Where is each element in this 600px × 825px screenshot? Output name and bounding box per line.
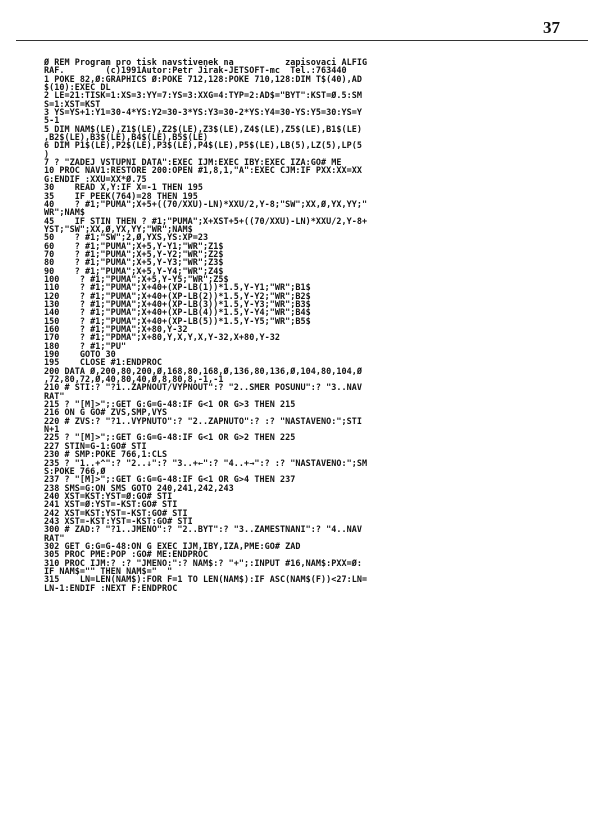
code-line: 5-1 — [44, 115, 60, 126]
code-line: 50 ? #1;"SW";2,Ø,YXS,YS:XP=23 — [44, 232, 209, 243]
code-line: RAT" — [44, 390, 65, 401]
code-line: 230 # SMP:POKE 766,1:CLS — [44, 449, 168, 460]
code-line: 237 ? "[M]>";:GET G:G=G-48:IF G<1 OR G>4 THEN 237 — [44, 474, 296, 485]
code-line: N+1 — [44, 424, 60, 435]
code-line: 315 LN=LEN(NAM$):FOR F=1 TO LEN(NAM$):IF ASC(NAM$(F))<27:LN= — [44, 574, 368, 585]
page-number: 37 — [543, 18, 560, 37]
code-line: IF NAM$="" THEN NAM$=" " — [44, 565, 173, 576]
code-line: 80 ? #1;"PUMA";X+5,Y-Y3;"WR";Z3$ — [44, 257, 224, 268]
code-line: WR";NAM$ — [44, 207, 86, 218]
code-line: 241 XST=Ø:YST=-KST:GO# STI — [44, 499, 178, 510]
code-line: 120 ? #1;"PUMA";X+40+(XP-LB(2))*1.5,Y-Y2;"WR";B2$ — [44, 290, 311, 301]
code-line: S:POKE 766,Ø — [44, 465, 106, 476]
basic-listing — [44, 58, 574, 592]
code-line: 216 ON G GO# ZVS,SMP,VYS — [44, 407, 168, 418]
code-line: 190 GOTO 30 — [44, 349, 116, 360]
code-line: 10 PROC NAV1:RESTORE 200:OPEN #1,8,1,"A":EXEC CJM:IF PXX:XX=XX — [44, 165, 363, 176]
code-line: 30 READ X,Y:IF X=-1 THEN 195 — [44, 182, 204, 193]
code-line: 5 DIM NAM$(LE),Z1$(LE),Z2$(LE),Z3$(LE),Z4$(LE),Z5$(LE),B1$(LE) — [44, 123, 363, 134]
code-line: 100 ? #1;"PUMA";X+5,Y-Y5;"WR";Z5$ — [44, 273, 229, 284]
code-line: 150 ? #1;"PUMA";X+40+(XP-LB(5))*1.5,Y-Y5;"WR";B5$ — [44, 315, 311, 326]
code-line: 7 ? "ZADEJ VSTUPNI DATA":EXEC IJM:EXEC IBY:EXEC IZA:GO# ME — [44, 157, 342, 168]
code-line: YST;"SW";XX,Ø,YX,YY;"WR";NAM$ — [44, 223, 193, 234]
code-line: G:ENDIF :XXU=XX*Ø.75 — [44, 173, 147, 184]
code-line: 140 ? #1;"PUMA";X+40+(XP-LB(4))*1.5,Y-Y4;"WR";B4$ — [44, 307, 311, 318]
code-line: 235 ? "1..+^":? "2..↓":? "3..+←":? "4..+→":? :? "NASTAVENO:";SM — [44, 457, 368, 468]
code-line: 240 XST=KST:YST=Ø:GO# STI — [44, 490, 173, 501]
code-line: 1 POKE 82,Ø:GRAPHICS Ø:POKE 712,128:POKE 710,128:DIM T$(40),AD — [44, 73, 363, 84]
code-line: 70 ? #1;"PUMA";X+5,Y-Y2;"WR";Z2$ — [44, 248, 224, 259]
code-line: 300 # ZAD:? "?1..JMENO":? "2..BYT":? "3..ZAMESTNANI":? "4..NAV — [44, 524, 363, 535]
code-line: 238 SMS=G:ON SMS GOTO 240,241,242,243 — [44, 482, 234, 493]
code-line: 45 IF STIN THEN ? #1;"PUMA";X+XST+5+((70/XXU)-LN)*XXU/2,Y-8+ — [44, 215, 368, 226]
code-line: 180 ? #1;"PU" — [44, 340, 127, 351]
code-line: S=1:XST=KST — [44, 98, 101, 109]
code-line: 35 IF PEEK(764)=28 THEN 195 — [44, 190, 198, 201]
code-line: 3 YS=YS+1:Y1=30-4*YS:Y2=30-3*YS:Y3=30-2*YS:Y4=30-YS:Y5=30:YS=Y — [44, 107, 363, 118]
code-line: ,72,80,72,Ø,40,80,40,Ø,8,80,8,-1,-1 — [44, 374, 224, 385]
code-line: $(10):EXEC DL — [44, 82, 111, 93]
code-line: 225 ? "[M]>";:GET G:G=G-48:IF G<1 OR G>2 THEN 225 — [44, 432, 296, 443]
code-line: 2 LE=21:TISK=1:XS=3:YY=7:YS=3:XXG=4:TYP=2:AD$="BYT":KST=Ø.5:SM — [44, 90, 363, 101]
code-line: 90 ? #1;"PUMA";X+5,Y-Y4;"WR";Z4$ — [44, 265, 224, 276]
code-line: 200 DATA Ø,200,80,200,Ø,168,80,168,Ø,136,80,136,Ø,104,80,104,Ø — [44, 365, 363, 376]
code-line: RAF. (c)1991Autor:Petr Jirak-JETSOFT-mc Tel.:763440 — [44, 65, 347, 76]
code-line: 310 PROC IJM:? :? "JMENO:":? NAM$:? "+";:INPUT #16,NAM$:PXX=Ø: — [44, 557, 363, 568]
code-line: ) — [44, 148, 50, 159]
code-line: 160 ? #1;"PUMA";X+80,Y-32 — [44, 324, 188, 334]
code-line: 110 ? #1;"PUMA";X+40+(XP-LB(1))*1.5,Y-Y1;"WR";B1$ — [44, 282, 311, 293]
code-line: 210 # STI:? "?1..ZAPNOUT/VYPNOUT":? "2..SMER POSUNU":? "3..NAV — [44, 382, 363, 393]
code-line: 243 XST=-KST:YST=-KST:GO# STI — [44, 515, 193, 526]
code-line: 130 ? #1;"PUMA";X+40+(XP-LB(3))*1.5,Y-Y3;"WR";B3$ — [44, 298, 311, 309]
header-rule — [16, 40, 588, 41]
code-line: RAT" — [44, 532, 65, 543]
code-line: 6 DIM P1$(LE),P2$(LE),P3$(LE),P4$(LE),P5$(LE),LB(5),LZ(5),LP(5 — [44, 140, 363, 151]
code-line: 305 PROC PME:POP :GO# ME:ENDPROC — [44, 549, 209, 560]
code-line: 242 XST=KST:YST=-KST:GO# STI — [44, 507, 188, 518]
code-line: 40 ? #1;"PUMA";X+5+((70/XXU)-LN)*XXU/2,Y-8;"SW";XX,Ø,YX,YY;" — [44, 198, 368, 209]
code-line: 220 # ZVS:? "?1..VYPNUTO":? "2..ZAPNUTO":? :? "NASTAVENO:";STI — [44, 415, 363, 426]
code-line: 302 GET G:G=G-48:ON G EXEC IJM,IBY,IZA,PME:GO# ZAD — [44, 540, 301, 551]
code-line: LN-1:ENDIF :NEXT F:ENDPROC — [44, 582, 178, 593]
code-line: Ø REM Program pro tisk navstivenek na zapisovaci ALFIG — [44, 57, 368, 67]
code-line: 215 ? "[M]>";:GET G:G=G-48:IF G<1 OR G>3 THEN 215 — [44, 399, 296, 410]
code-line: ,B2$(LE),B3$(LE),B4$(LE),B5$(LE) — [44, 132, 209, 143]
code-line: 60 ? #1;"PUMA";X+5,Y-Y1;"WR";Z1$ — [44, 240, 224, 251]
code-line: 227 STIN=G-1:GO# STI — [44, 440, 147, 451]
code-line: 195 CLOSE #1:ENDPROC — [44, 357, 162, 368]
code-line: 170 ? #1;"PDMA";X+80,Y,X,Y,X,Y-32,X+80,Y-32 — [44, 332, 280, 343]
